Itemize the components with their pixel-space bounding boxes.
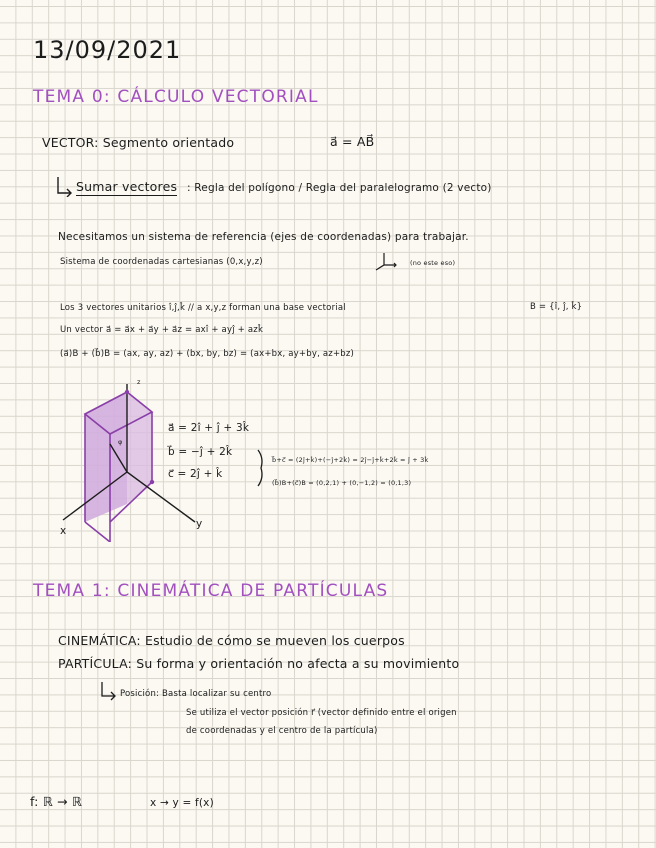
vector-c: c⃗ = 2ĵ + k̂ — [168, 468, 223, 480]
sistema-text: Sistema de coordenadas cartesianas (0,x,y,z) — [60, 257, 263, 267]
sistema-note: (no este eso) — [410, 259, 456, 267]
tema0-heading: TEMA 0: CÁLCULO VECTORIAL — [33, 87, 319, 107]
sumar-vectores-rules: : Regla del polígono / Regla del paralelogramo (2 vecto) — [187, 182, 492, 194]
page-date: 13/09/2021 — [33, 36, 182, 64]
suma-bc-components: (b⃗)B+(c⃗)B = (0,2,1) + (0,−1,2) = (0,1,3) — [272, 479, 412, 487]
posicion-text: Posición: Basta localizar su centro — [120, 689, 272, 699]
arrow-icon — [100, 680, 120, 702]
vector-formula: a⃗ = AB⃗ — [330, 134, 375, 149]
axis-y-label: y — [196, 518, 203, 530]
axis-x-label: x — [60, 525, 67, 537]
particula-definition: PARTÍCULA: Su forma y orientación no afecta a su movimiento — [58, 656, 460, 671]
un-vector-text: Un vector a⃗ = a⃗x + a⃗y + a⃗z = axî + ayĵ + azk̂ — [60, 325, 264, 335]
arrow-icon — [56, 175, 76, 197]
necesitamos-text: Necesitamos un sistema de referencia (ejes de coordenadas) para trabajar. — [58, 231, 469, 243]
brace-icon — [256, 448, 270, 488]
function-mapping: x → y = f(x) — [150, 797, 214, 809]
cinematica-definition: CINEMÁTICA: Estudio de cómo se mueven los cuerpos — [58, 633, 405, 648]
posicion-vector-text-cont: de coordenadas y el centro de la partícula) — [186, 726, 378, 736]
base-vectorial: B = {î, ĵ, k̂} — [530, 302, 583, 312]
vectores-unitarios-text: Los 3 vectores unitarios î,ĵ,k̂ // a x,y,z forman una base vectorial — [60, 303, 346, 313]
axis-z-label: z — [137, 378, 141, 386]
vector-b: b⃗ = −ĵ + 2k̂ — [168, 446, 233, 458]
suma-componentes: (a⃗)B + (b⃗)B = (ax, ay, az) + (bx, by, bz) = (ax+bx, ay+by, az+bz) — [60, 349, 355, 359]
suma-bc-result: b⃗+c⃗ = (2ĵ+k̂)+(−ĵ+2k̂) = 2ĵ−ĵ+k̂+2k̂ = ĵ + 3k̂ — [272, 456, 429, 464]
vector-a: a⃗ = 2î + ĵ + 3k̂ — [168, 422, 250, 434]
phi-label: φ — [118, 438, 123, 446]
axes-sketch-icon — [374, 251, 404, 271]
posicion-vector-text: Se utiliza el vector posición r⃗ (vector definido entre el origen — [186, 708, 457, 718]
tema1-heading: TEMA 1: CINEMÁTICA DE PARTÍCULAS — [33, 581, 389, 601]
sumar-vectores-label: Sumar vectores — [76, 179, 178, 194]
vector-definition: VECTOR: Segmento orientado — [42, 135, 235, 150]
function-domain: f: ℝ → ℝ — [30, 794, 82, 809]
